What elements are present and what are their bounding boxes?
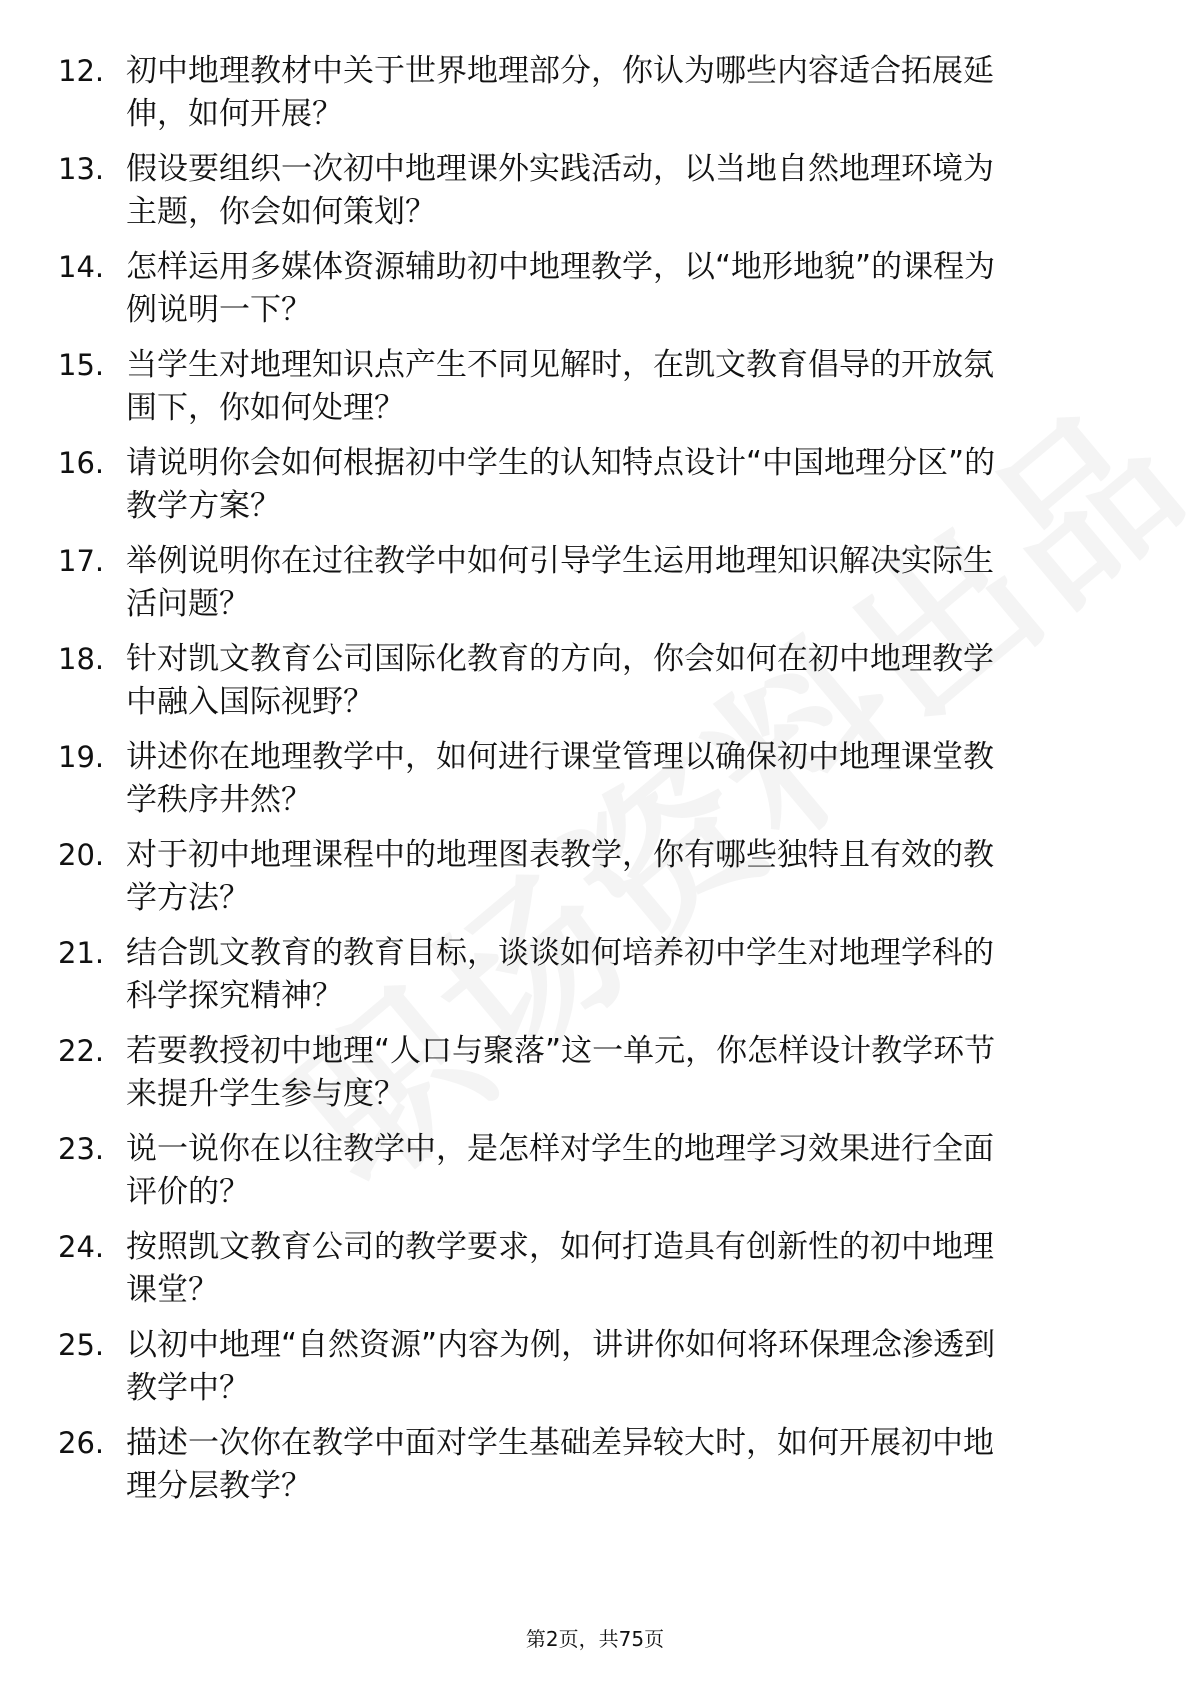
question-text: 举例说明你在过往教学中如何引导学生运用地理知识解决实际生 活问题？ bbox=[126, 543, 994, 622]
question-number: 12. bbox=[58, 54, 105, 88]
question-text: 对于初中地理课程中的地理图表教学，你有哪些独特且有效的教 学方法？ bbox=[126, 837, 994, 916]
question-number: 21. bbox=[58, 936, 105, 970]
question-text: 若要教授初中地理“人口与聚落”这一单元，你怎样设计教学环节 来提升学生参与度？ bbox=[126, 1033, 996, 1112]
list-item bbox=[0, 1422, 1190, 1520]
question-text: 假设要组织一次初中地理课外实践活动，以当地自然地理环境为 主题，你会如何策划？ bbox=[126, 151, 994, 230]
question-text: 按照凯文教育公司的教学要求，如何打造具有创新性的初中地理 课堂？ bbox=[126, 1229, 994, 1308]
list-item bbox=[0, 736, 1190, 834]
question-text: 当学生对地理知识点产生不同见解时，在凯文教育倡导的开放氛 围下，你如何处理？ bbox=[126, 347, 994, 426]
question-number: 22. bbox=[58, 1034, 105, 1068]
question-number: 23. bbox=[58, 1132, 105, 1166]
question-text: 说一说你在以往教学中，是怎样对学生的地理学习效果进行全面 评价的？ bbox=[126, 1131, 994, 1210]
question-number: 18. bbox=[58, 642, 105, 676]
list-item bbox=[0, 540, 1190, 638]
list-item bbox=[0, 148, 1190, 246]
question-text: 结合凯文教育的教育目标，谈谈如何培养初中学生对地理学科的 科学探究精神？ bbox=[126, 935, 994, 1014]
page-footer: 第2页，共75页 bbox=[525, 1627, 665, 1651]
list-item bbox=[0, 442, 1190, 540]
question-text: 怎样运用多媒体资源辅助初中地理教学，以“地形地貌”的课程为 例说明一下？ bbox=[126, 249, 996, 328]
question-number: 16. bbox=[58, 446, 105, 480]
question-number: 24. bbox=[58, 1230, 105, 1264]
list-item bbox=[0, 1324, 1190, 1422]
question-text: 请说明你会如何根据初中学生的认知特点设计“中国地理分区”的 教学方案？ bbox=[126, 445, 996, 524]
list-item bbox=[0, 1030, 1190, 1128]
list-item bbox=[0, 932, 1190, 1030]
question-number: 14. bbox=[58, 250, 105, 284]
list-item bbox=[0, 344, 1190, 442]
question-number: 19. bbox=[58, 740, 105, 774]
list-item bbox=[0, 638, 1190, 736]
question-text: 描述一次你在教学中面对学生基础差异较大时，如何开展初中地 理分层教学？ bbox=[126, 1425, 994, 1504]
question-list bbox=[0, 50, 1190, 1520]
list-item bbox=[0, 50, 1190, 148]
list-item bbox=[0, 1128, 1190, 1226]
question-number: 15. bbox=[58, 348, 105, 382]
question-number: 13. bbox=[58, 152, 105, 186]
list-item bbox=[0, 834, 1190, 932]
list-item bbox=[0, 246, 1190, 344]
question-number: 26. bbox=[58, 1426, 105, 1460]
question-text: 讲述你在地理教学中，如何进行课堂管理以确保初中地理课堂教 学秩序井然？ bbox=[126, 739, 994, 818]
question-text: 初中地理教材中关于世界地理部分，你认为哪些内容适合拓展延 伸，如何开展？ bbox=[126, 53, 994, 132]
question-text: 以初中地理“自然资源”内容为例，讲讲你如何将环保理念渗透到 教学中？ bbox=[126, 1327, 996, 1406]
list-item bbox=[0, 1226, 1190, 1324]
question-number: 25. bbox=[58, 1328, 105, 1362]
question-text: 针对凯文教育公司国际化教育的方向，你会如何在初中地理教学 中融入国际视野？ bbox=[126, 641, 994, 720]
question-number: 20. bbox=[58, 838, 105, 872]
question-number: 17. bbox=[58, 544, 105, 578]
